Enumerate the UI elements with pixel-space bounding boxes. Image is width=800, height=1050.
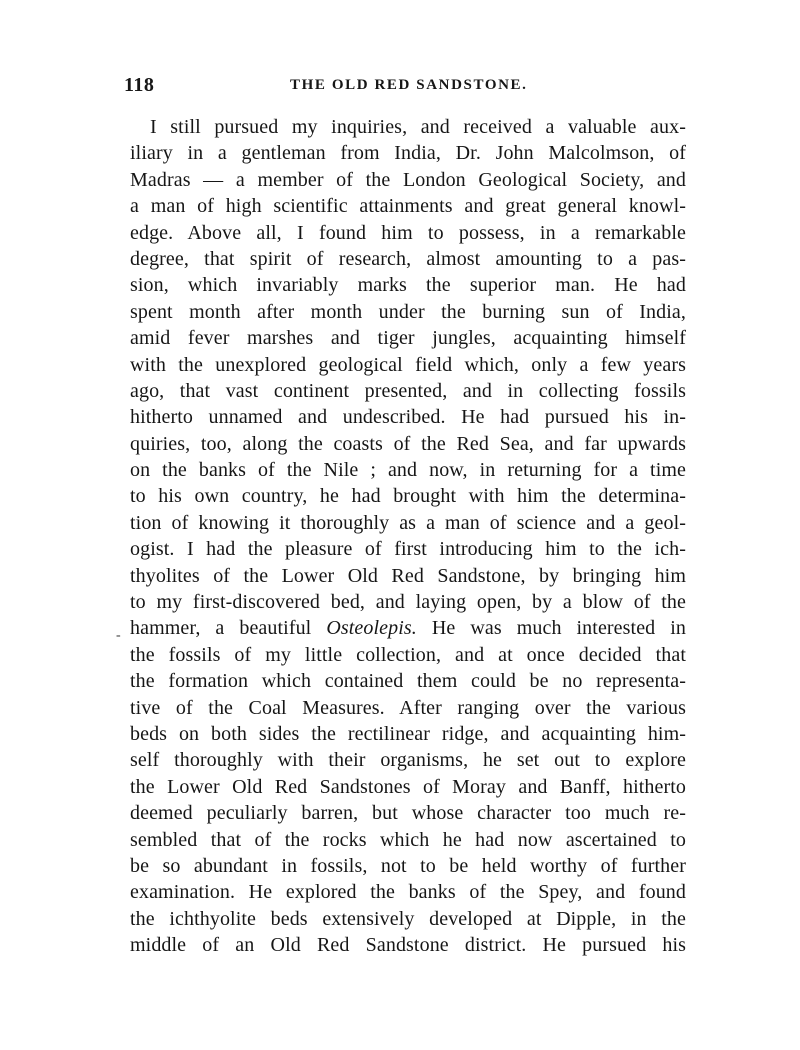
body-text xyxy=(130,114,686,959)
text-line: to his own country, he had brought with him the determina- xyxy=(130,485,686,508)
text-line: the ichthyolite beds extensively developed at Dipple, in the xyxy=(130,907,686,930)
text-line: iliary in a gentleman from India, Dr. John Malcolmson, of xyxy=(130,142,686,165)
text-line: a man of high scientific attainments and great general knowl- xyxy=(130,195,686,218)
text-line: ago, that vast continent presented, and in collecting fossils xyxy=(130,379,686,402)
text-segment: hammer, a beautiful xyxy=(130,617,312,640)
text-line: be so abundant in fossils, not to be held worthy of further xyxy=(130,854,686,877)
text-line: edge. Above all, I found him to possess, in a remarkable xyxy=(130,221,686,244)
text-segment: fossils of my little collection, and at once decided that xyxy=(168,643,686,666)
running-head: THE OLD RED SANDSTONE. xyxy=(290,77,528,93)
text-line: the formation which contained them could be no representa- xyxy=(130,670,686,693)
text-line: to my first-discovered bed, and laying open, by a blow of the xyxy=(130,591,686,614)
text-line: ogist. I had the pleasure of first introducing him to the ich- xyxy=(130,538,686,561)
text-line: tion of knowing it thoroughly as a man of science and a geol- xyxy=(130,511,686,534)
italic-term: Osteolepis. xyxy=(326,617,417,640)
text-line: sion, which invariably marks the superior man. He had xyxy=(130,274,686,297)
text-line: hitherto unnamed and undescribed. He had pursued his in- xyxy=(130,406,686,429)
text-line: beds on both sides the rectilinear ridge, and acquainting him- xyxy=(130,722,686,745)
text-line: deemed peculiarly barren, but whose character too much re- xyxy=(130,802,686,825)
margin-mark: - xyxy=(116,628,121,643)
text-line-with-italic xyxy=(130,615,686,641)
text-line: quiries, too, along the coasts of the Red Sea, and far upwards xyxy=(130,432,686,455)
text-line: self thoroughly with their organisms, he set out to explore xyxy=(130,749,686,772)
text-line: on the banks of the Nile ; and now, in returning for a time xyxy=(130,459,686,482)
text-line: examination. He explored the banks of the Spey, and found xyxy=(130,881,686,904)
text-line: with the unexplored geological field which, only a few years xyxy=(130,353,686,376)
text-line: middle of an Old Red Sandstone district. He pursued his xyxy=(130,934,686,957)
text-line: the Lower Old Red Sandstones of Moray and Banff, hitherto xyxy=(130,775,686,798)
text-line: thyolites of the Lower Old Red Sandstone, by bringing him xyxy=(130,564,686,587)
text-line: Madras — a member of the London Geological Society, and xyxy=(130,168,686,191)
page-header xyxy=(124,74,684,98)
text-line: spent month after month under the burning sun of India, xyxy=(130,300,686,323)
text-line xyxy=(130,642,686,668)
page-number: 118 xyxy=(124,74,155,96)
text-segment: He was much interested in xyxy=(431,617,687,640)
text-line: I still pursued my inquiries, and received a valuable aux- xyxy=(150,116,686,138)
text-line: tive of the Coal Measures. After ranging over the various xyxy=(130,696,686,719)
text-line: amid fever marshes and tiger jungles, acquainting himself xyxy=(130,327,686,350)
text-segment: the xyxy=(130,643,155,666)
text-line: degree, that spirit of research, almost amounting to a pas- xyxy=(130,247,686,270)
text-line: sembled that of the rocks which he had now ascertained to xyxy=(130,828,686,851)
